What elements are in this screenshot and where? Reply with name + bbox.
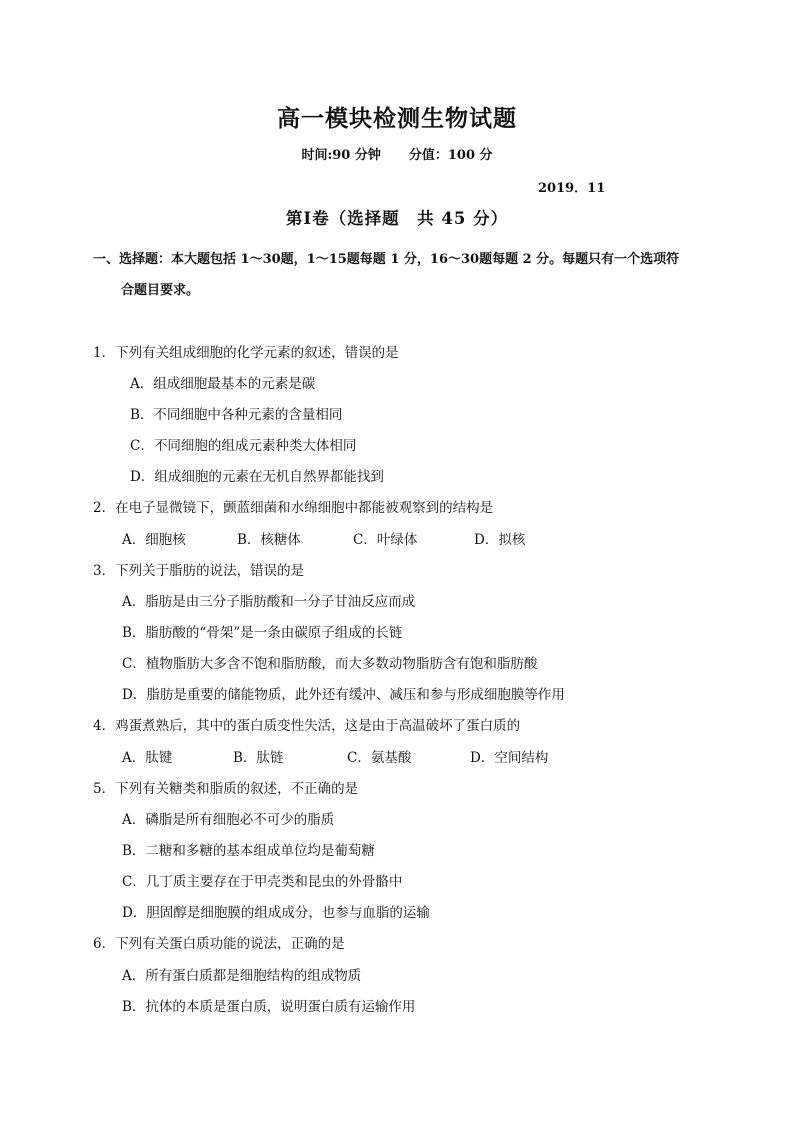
exam-score: 分值：100 分	[408, 148, 493, 163]
exam-title: 高一模块检测生物试题	[277, 105, 517, 132]
question-5-option-c: C．几丁质主要存在于甲壳类和昆虫的外骨骼中	[122, 874, 403, 890]
instructions-line-1: 一、选择题：本大题包括 1～30题，1～15题每题 1 分，16～30题每题 2 分。每题只有一个选项符	[93, 252, 680, 267]
question-6-option-a: A．所有蛋白质都是细胞结构的组成物质	[122, 968, 362, 984]
question-3-option-c: C．植物脂肪大多含不饱和脂肪酸，而大多数动物脂肪含有饱和脂肪酸	[122, 656, 538, 672]
question-4-stem: 4．鸡蛋煮熟后，其中的蛋白质变性失活，这是由于高温破坏了蛋白质的	[93, 718, 521, 734]
question-5-option-b: B．二糖和多糖的基本组成单位均是葡萄糖	[122, 843, 375, 859]
question-6-option-b: B．抗体的本质是蛋白质，说明蛋白质有运输作用	[122, 999, 416, 1015]
section-title: 第Ⅰ卷（选择题 共 45 分）	[285, 209, 509, 228]
question-2-option-c: C．叶绿体	[353, 532, 418, 548]
exam-meta	[0, 144, 794, 163]
question-3-option-d: D．脂肪是重要的储能物质，此外还有缓冲、减压和参与形成细胞膜等作用	[122, 687, 565, 703]
question-1-option-c: C．不同细胞的组成元素种类大体相同	[130, 438, 357, 454]
question-1-option-b: B．不同细胞中各种元素的含量相同	[130, 407, 343, 423]
question-3-stem: 3．下列关于脂肪的说法，错误的是	[93, 563, 305, 579]
question-5-option-d: D．胆固醇是细胞膜的组成成分，也参与血脂的运输	[122, 905, 430, 921]
instructions-line-2: 合题目要求。	[121, 283, 200, 298]
exam-date: 2019．11	[538, 181, 606, 196]
question-1-option-a: A．组成细胞最基本的元素是碳	[130, 376, 316, 392]
question-3-option-b: B．脂肪酸的“骨架”是一条由碳原子组成的长链	[122, 625, 403, 641]
question-1-stem: 1．下列有关组成细胞的化学元素的叙述，错误的是	[93, 345, 399, 361]
question-4-option-a: A．肽键	[122, 750, 173, 766]
question-3-option-a: A．脂肪是由三分子脂肪酸和一分子甘油反应而成	[122, 594, 416, 610]
question-2-stem: 2．在电子显微镜下，颤蓝细菌和水绵细胞中都能被观察到的结构是	[93, 500, 494, 516]
question-1-option-d: D．组成细胞的元素在无机自然界都能找到	[130, 469, 384, 485]
question-2-option-b: B．核糖体	[237, 532, 301, 548]
question-4-option-d: D．空间结构	[470, 750, 549, 766]
question-2-option-a: A．细胞核	[122, 532, 186, 548]
question-2-option-d: D．拟核	[474, 532, 526, 548]
question-6-stem: 6．下列有关蛋白质功能的说法，正确的是	[93, 936, 345, 952]
question-4-option-b: B．肽链	[233, 750, 284, 766]
question-4-option-c: C．氨基酸	[347, 750, 412, 766]
exam-time: 时间:90 分钟	[301, 148, 381, 163]
question-5-option-a: A．磷脂是所有细胞必不可少的脂质	[122, 812, 335, 828]
question-5-stem: 5．下列有关糖类和脂质的叙述，不正确的是	[93, 781, 359, 797]
